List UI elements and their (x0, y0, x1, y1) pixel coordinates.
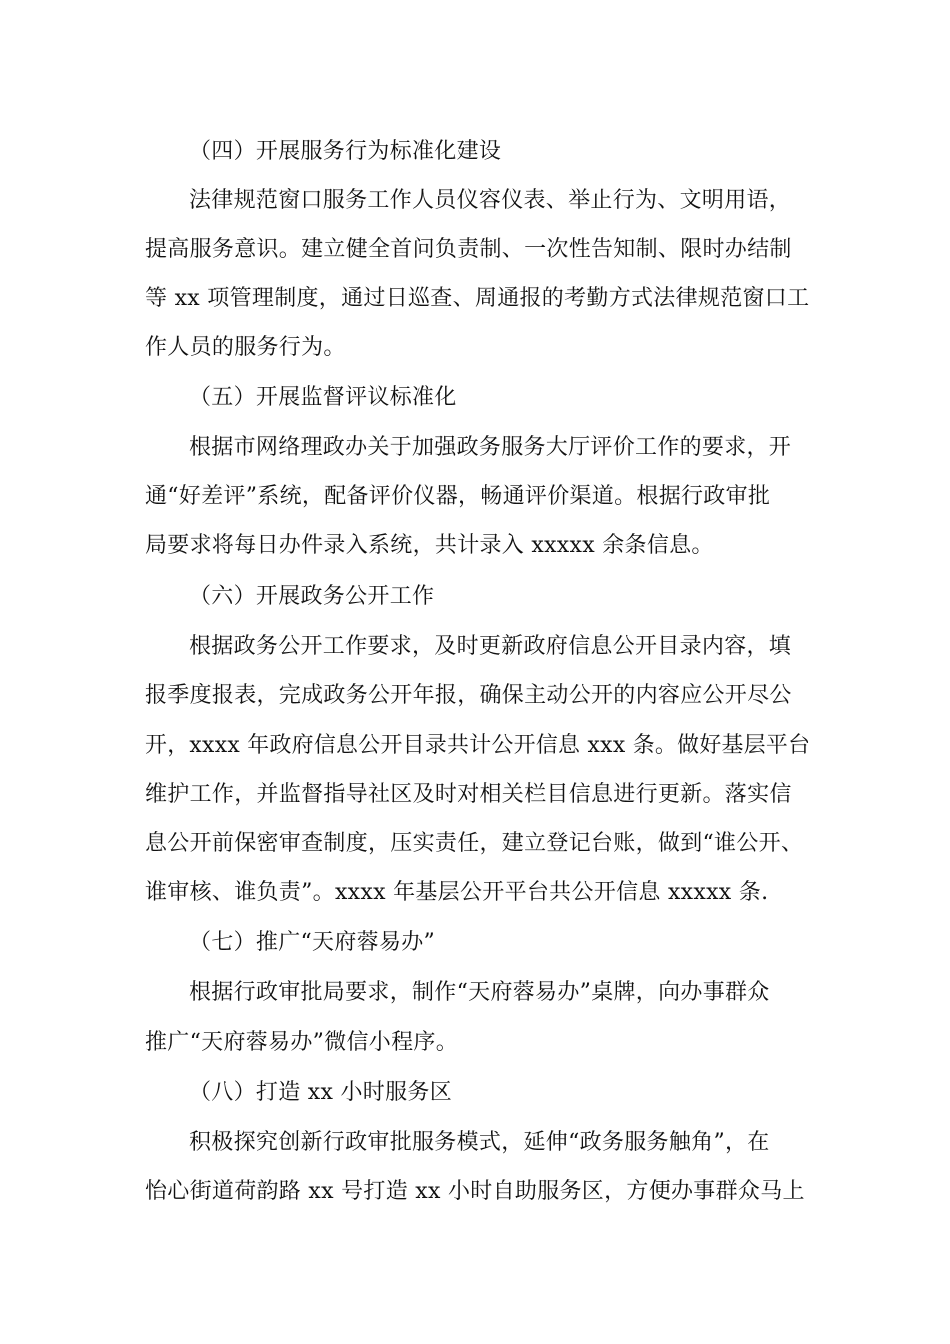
paragraph-line: 怡心街道荷韵路 xx 号打造 xx 小时自助服务区，方便办事群众马上 (145, 1179, 805, 1204)
paragraph-line: 作人员的服务行为。 (145, 335, 346, 360)
paragraph-line: 推广“天府蓉易办”微信小程序。 (145, 1030, 458, 1055)
paragraph-line: 报季度报表，完成政务公开年报，确保主动公开的内容应公开尽公 (145, 683, 792, 708)
paragraph-line: 积极探究创新行政审批服务模式，延伸“政务服务触角”，在 (189, 1130, 770, 1155)
section-heading-8: （八）打造 xx 小时服务区 (189, 1080, 453, 1105)
section-heading-5: （五）开展监督评议标准化 (189, 385, 457, 410)
paragraph-line: 通“好差评”系统，配备评价仪器，畅通评价渠道。根据行政审批 (145, 484, 771, 509)
section-heading-6: （六）开展政务公开工作 (189, 584, 435, 609)
paragraph-line: 提高服务意识。建立健全首问负责制、一次性告知制、限时办结制 (145, 237, 792, 262)
paragraph-line: 根据市网络理政办关于加强政务服务大厅评价工作的要求，开 (189, 435, 792, 460)
paragraph-line: 局要求将每日办件录入系统，共计录入 xxxxx 余条信息。 (145, 533, 714, 558)
paragraph-line: 开，xxxx 年政府信息公开目录共计公开信息 xxx 条。做好基层平台 (145, 733, 811, 758)
paragraph-line: 维护工作，并监督指导社区及时对相关栏目信息进行更新。落实信 (145, 782, 792, 807)
paragraph-line: 根据行政审批局要求，制作“天府蓉易办”桌牌，向办事群众 (189, 980, 770, 1005)
paragraph-line: 法律规范窗口服务工作人员仪容仪表、举止行为、文明用语， (189, 188, 792, 213)
paragraph-line: 谁审核、谁负责”。xxxx 年基层公开平台共公开信息 xxxxx 条. (145, 880, 769, 905)
section-heading-4: （四）开展服务行为标准化建设 (189, 139, 502, 164)
section-heading-7: （七）推广“天府蓉易办” (189, 930, 436, 955)
paragraph-line: 等 xx 项管理制度，通过日巡查、周通报的考勤方式法律规范窗口工 (145, 286, 810, 311)
paragraph-line: 根据政务公开工作要求，及时更新政府信息公开目录内容，填 (189, 634, 792, 659)
paragraph-line: 息公开前保密审查制度，压实责任，建立登记台账，做到“谁公开、 (145, 831, 804, 856)
